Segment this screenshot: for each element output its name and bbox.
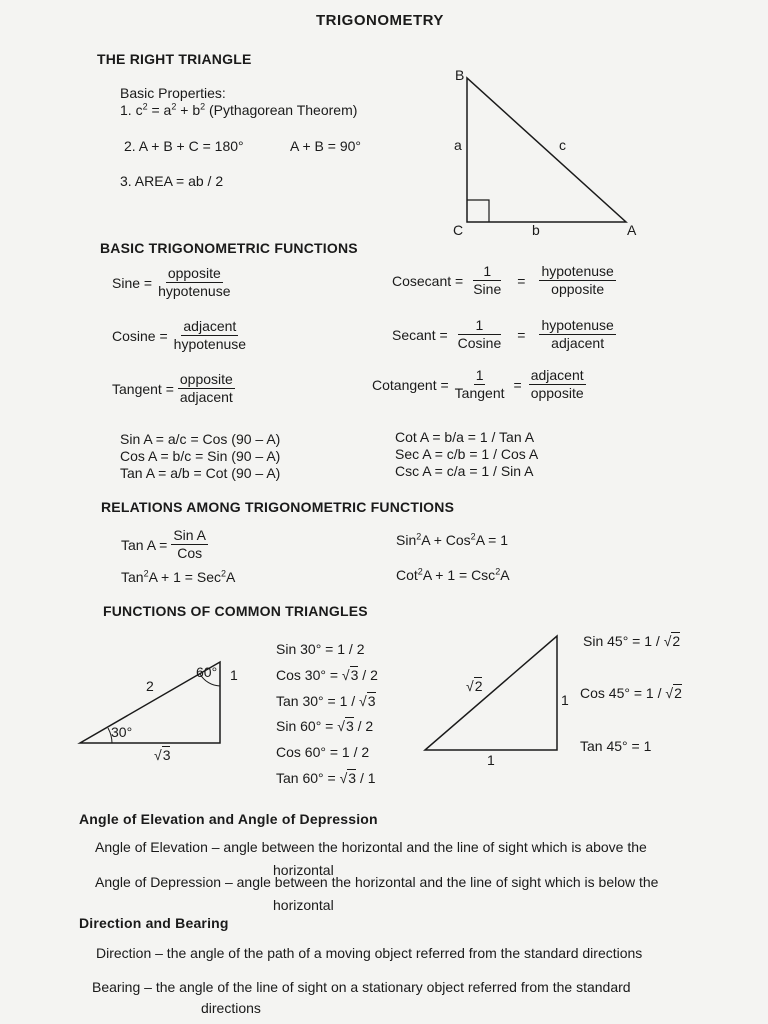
text: Cot <box>396 567 418 583</box>
text: Cos 30° = <box>276 666 342 683</box>
page-title: TRIGONOMETRY <box>316 12 444 29</box>
right-triangle-heading: THE RIGHT TRIANGLE <box>97 51 252 67</box>
base-label-1-45: 1 <box>487 752 495 768</box>
angle-label-60: 60° <box>196 664 218 680</box>
p1-text: 1. c <box>120 102 143 118</box>
text: Cos 45° = 1 / <box>580 685 666 701</box>
equals-sign: = <box>513 376 522 393</box>
text: / 2 <box>358 666 378 683</box>
complementary-property: A + B = 90° <box>290 138 361 154</box>
superscript: 2 <box>220 568 226 579</box>
side-label-1-45: 1 <box>561 692 569 708</box>
triangle-45-shape <box>425 636 557 750</box>
radicand: 3 <box>367 692 376 709</box>
tangent-name: Tangent = <box>112 380 174 397</box>
text: Tan 60° = <box>276 769 340 786</box>
superscript: 2 <box>470 531 476 542</box>
numerator: hypotenuse <box>541 263 614 279</box>
cos45-value: Cos 45° = 1 / √2 <box>580 685 682 701</box>
value-line: Cos 30° = √3 / 2 <box>276 666 378 683</box>
text: Cos 60° = 1 / 2 <box>276 744 370 761</box>
common-30-60-values <box>276 637 378 792</box>
elevation-heading: Angle of Elevation and Angle of Depression <box>79 811 378 827</box>
numerator: adjacent <box>183 318 237 334</box>
superscript: 2 <box>143 568 149 579</box>
value-line: Sin 60° = √3 / 2 <box>276 718 374 735</box>
direction-heading: Direction and Bearing <box>79 915 229 931</box>
value-line <box>276 637 378 663</box>
text: / 1 <box>356 769 376 786</box>
bearing-definition-cont: directions <box>201 1000 261 1016</box>
identity-line: Sin A = a/c = Cos (90 – A) <box>120 431 281 447</box>
elevation-definition-cont: horizontal <box>273 862 334 878</box>
side-label-a: a <box>454 137 462 153</box>
numerator: adjacent <box>530 367 584 383</box>
basic-properties-label: Basic Properties: <box>120 85 226 101</box>
text: A + Cos <box>421 532 471 548</box>
superscript: 2 <box>417 566 423 577</box>
identity-line: Cot A = b/a = 1 / Tan A <box>395 429 535 445</box>
text: Sin 30° = 1 / 2 <box>276 641 365 657</box>
angle-label-30: 30° <box>111 724 133 740</box>
basic-functions-heading: BASIC TRIGONOMETRIC FUNCTIONS <box>100 240 358 256</box>
identity-line: Sec A = c/b = 1 / Cos A <box>395 446 539 462</box>
vertex-label-B: B <box>455 67 465 83</box>
p1b-text: = a <box>147 102 172 118</box>
identity-line: Cos A = b/c = Sin (90 – A) <box>120 448 281 464</box>
common-triangles-heading: FUNCTIONS OF COMMON TRIANGLES <box>103 603 368 619</box>
sin45-value: Sin 45° = 1 / √2 <box>583 633 681 649</box>
text: Sin <box>396 532 417 548</box>
radicand: 2 <box>474 678 483 694</box>
identity-line: Csc A = c/a = 1 / Sin A <box>395 463 534 479</box>
numerator: 1 <box>473 264 501 281</box>
base-label-root3: √3 <box>154 747 171 763</box>
text: Tan 45° = 1 <box>580 738 652 754</box>
equals-sign: = <box>517 272 526 289</box>
text: / 2 <box>353 718 374 735</box>
denominator: adjacent <box>551 335 605 351</box>
denominator: hypotenuse <box>158 283 231 299</box>
denominator: adjacent <box>179 389 233 405</box>
text: Sin 60° = <box>276 718 338 735</box>
area-property: 3. AREA = ab / 2 <box>120 173 224 189</box>
depression-definition-cont: horizontal <box>273 897 334 913</box>
vertex-label-C: C <box>453 222 464 238</box>
identity-line: Tan A = a/b = Cot (90 – A) <box>120 465 281 481</box>
numerator: hypotenuse <box>541 317 614 333</box>
p1d-text: (Pythagorean Theorem) <box>205 102 358 118</box>
denominator: opposite <box>530 385 584 401</box>
superscript: 2 <box>495 566 501 577</box>
side-label-b: b <box>532 222 540 238</box>
denominator: Tangent <box>454 385 505 401</box>
value-line: Tan 60° = √3 / 1 <box>276 769 376 786</box>
text: Tan <box>121 569 144 585</box>
superscript: 2 <box>200 101 206 112</box>
text: A = 1 <box>475 532 508 548</box>
text: Sin 45° = 1 / <box>583 633 664 649</box>
numerator: 1 <box>475 367 484 383</box>
text: A + 1 = Sec <box>148 569 221 585</box>
numerator: opposite <box>167 265 221 281</box>
angle-sum-property: 2. A + B + C = 180° <box>124 138 244 154</box>
hypotenuse-label-root2: √2 <box>466 678 483 694</box>
text: A <box>226 569 236 585</box>
cosine-name: Cosine = <box>112 327 168 344</box>
tan45-value <box>580 738 651 754</box>
vertex-label-A: A <box>627 222 637 238</box>
text: A <box>500 567 510 583</box>
text: A + 1 = Csc <box>422 567 496 583</box>
superscript: 2 <box>142 101 148 112</box>
equals-sign: = <box>517 326 526 343</box>
radicand: 3 <box>348 769 357 786</box>
direction-definition: Direction – the angle of the path of a moving object referred from the standard directions <box>96 945 643 961</box>
elevation-definition: Angle of Elevation – angle between the horizontal and the line of sight which is above the <box>95 839 647 855</box>
denominator: opposite <box>551 281 605 297</box>
bearing-definition: Bearing – the angle of the line of sight on a stationary object referred from the standard <box>92 979 631 995</box>
radicand: 2 <box>674 685 682 701</box>
sine-name: Sine = <box>112 274 153 291</box>
numerator: Sin A <box>173 527 207 543</box>
depression-definition: Angle of Depression – angle between the horizontal and the line of sight which is below the <box>95 874 659 890</box>
denominator: hypotenuse <box>173 336 247 352</box>
tan-name: Tan A = <box>121 536 168 553</box>
p1c-text: + b <box>176 102 201 118</box>
hypotenuse-label: 2 <box>146 678 154 694</box>
superscript: 2 <box>171 101 177 112</box>
cosecant-name: Cosecant = <box>392 272 464 289</box>
numerator: 1 <box>458 318 502 335</box>
numerator: opposite <box>179 371 233 387</box>
cotangent-name: Cotangent = <box>372 376 449 393</box>
superscript: 2 <box>416 531 422 542</box>
side-label-1: 1 <box>230 667 238 683</box>
radicand: 3 <box>162 747 171 763</box>
value-line: Tan 30° = 1 / √3 <box>276 692 376 709</box>
side-label-c: c <box>559 137 566 153</box>
text: Tan 30° = 1 / <box>276 692 360 709</box>
denominator: Cosine <box>457 335 502 351</box>
value-line <box>276 740 378 766</box>
secant-name: Secant = <box>392 326 448 343</box>
relations-heading: RELATIONS AMONG TRIGONOMETRIC FUNCTIONS <box>101 499 455 515</box>
denominator: Sine <box>473 281 502 297</box>
radicand: 2 <box>672 633 681 649</box>
radicand: 3 <box>345 718 354 735</box>
denominator: Cos <box>177 545 203 561</box>
radicand: 3 <box>350 666 359 683</box>
